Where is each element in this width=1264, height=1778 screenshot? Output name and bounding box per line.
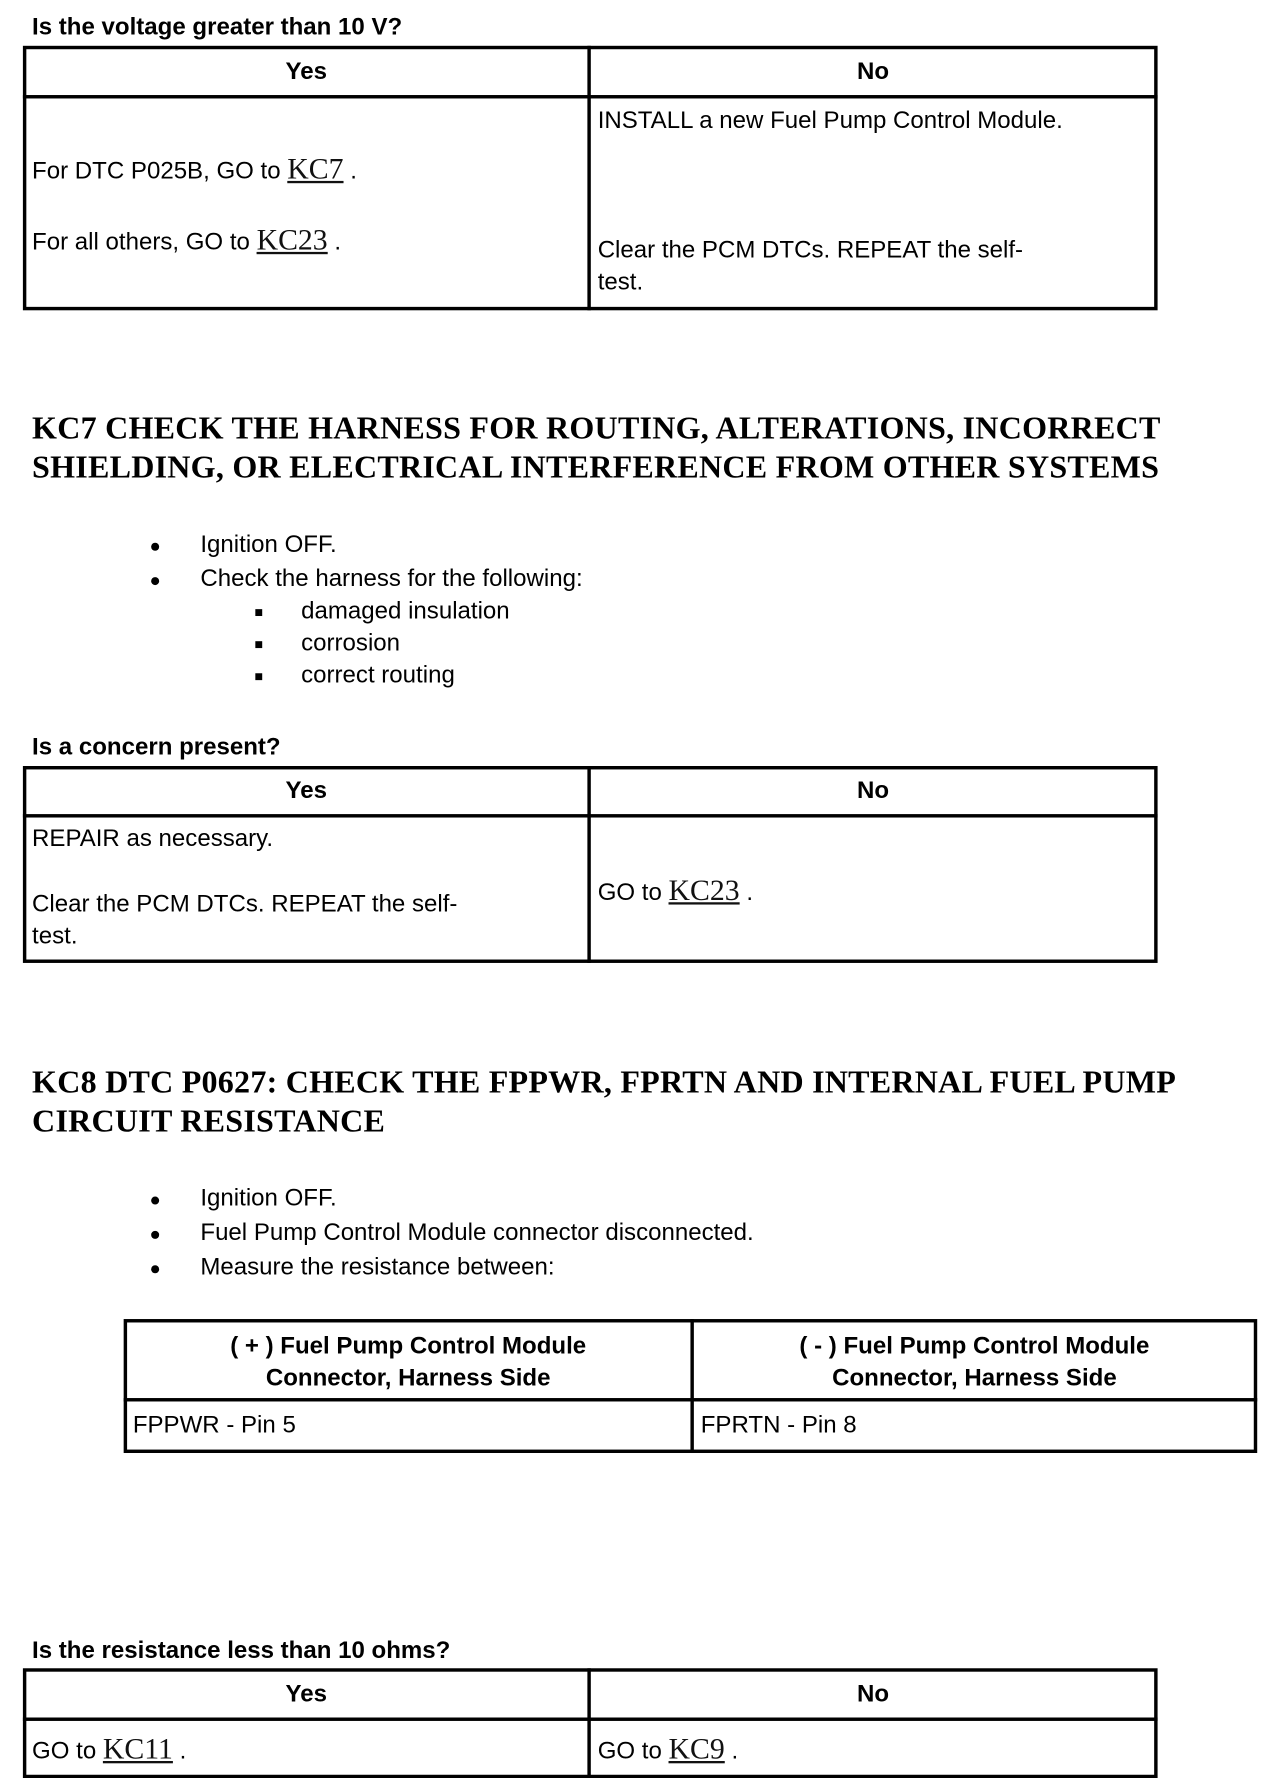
kc7-heading-line2: SHIELDING, OR ELECTRICAL INTERFERENCE FROM OTHER SYSTEMS xyxy=(32,449,1160,486)
kc8-heading-line1: KC8 DTC P0627: CHECK THE FPPWR, FPRTN AND INTERNAL FUEL PUMP xyxy=(32,1064,1177,1101)
yes-clear-dtc-line2: test. xyxy=(32,922,78,950)
yes-clear-dtc-line1: Clear the PCM DTCs. REPEAT the self- xyxy=(32,890,458,918)
negative-pin-cell: FPRTN - Pin 8 xyxy=(700,1411,857,1439)
resistance-question: Is the resistance less than 10 ohms? xyxy=(32,1637,451,1664)
header-no: No xyxy=(857,777,890,804)
text: . xyxy=(343,158,357,185)
link-kc23[interactable]: KC23 xyxy=(668,873,740,907)
kc8-step: Measure the resistance between: xyxy=(200,1253,555,1281)
kc8-heading-line2: CIRCUIT RESISTANCE xyxy=(32,1103,386,1140)
kc7-substep: damaged insulation xyxy=(301,597,510,625)
header-yes: Yes xyxy=(285,1680,328,1708)
bullet-icon xyxy=(151,1231,159,1239)
no-goto-instruction xyxy=(598,874,753,908)
bullet-icon xyxy=(151,1265,159,1273)
header-positive-lead xyxy=(124,1330,693,1394)
yes-p025b-instruction xyxy=(32,152,357,186)
kc7-step: Ignition OFF. xyxy=(200,531,337,558)
header-yes: Yes xyxy=(285,58,328,85)
kc7-substep: corrosion xyxy=(301,629,401,657)
text: . xyxy=(739,879,754,906)
kc7-step: Check the harness for the following: xyxy=(200,565,583,592)
no-clear-dtc-line2: test. xyxy=(597,269,644,296)
bullet-icon xyxy=(151,1197,159,1205)
yes-repair-instruction: REPAIR as necessary. xyxy=(32,825,274,852)
header-negative-lead xyxy=(693,1330,1256,1394)
no-clear-dtc-line1: Clear the PCM DTCs. REPEAT the self- xyxy=(597,237,1024,264)
text: Connector, Harness Side xyxy=(265,1364,551,1392)
square-bullet-icon xyxy=(255,609,262,616)
bullet-icon xyxy=(151,577,159,585)
no-install-instruction: INSTALL a new Fuel Pump Control Module. xyxy=(597,107,1063,134)
text: . xyxy=(724,1738,739,1765)
text: ( - ) Fuel Pump Control Module xyxy=(799,1332,1150,1360)
link-kc11[interactable]: KC11 xyxy=(102,1732,173,1766)
no-goto-instruction xyxy=(598,1732,738,1766)
header-no: No xyxy=(857,58,890,85)
kc8-step: Ignition OFF. xyxy=(200,1185,337,1212)
text: For DTC P025B, GO to xyxy=(32,158,288,185)
text: GO to xyxy=(32,1738,103,1765)
link-kc7[interactable]: KC7 xyxy=(287,152,344,186)
link-kc23[interactable]: KC23 xyxy=(256,223,328,257)
kc7-substep: correct routing xyxy=(301,661,455,689)
kc8-step: Fuel Pump Control Module connector disconnected. xyxy=(200,1219,754,1246)
positive-pin-cell: FPPWR - Pin 5 xyxy=(132,1411,296,1439)
voltage-question: Is the voltage greater than 10 V? xyxy=(32,13,403,41)
text: . xyxy=(172,1738,187,1765)
text: Connector, Harness Side xyxy=(832,1364,1117,1392)
square-bullet-icon xyxy=(255,641,262,648)
text: GO to xyxy=(597,879,669,906)
header-no: No xyxy=(857,1680,890,1708)
text: For all others, GO to xyxy=(32,229,257,256)
square-bullet-icon xyxy=(255,673,262,680)
text: ( + ) Fuel Pump Control Module xyxy=(230,1332,587,1360)
text: . xyxy=(327,229,342,256)
bullet-icon xyxy=(151,543,159,551)
kc7-heading-line1: KC7 CHECK THE HARNESS FOR ROUTING, ALTERATIONS, INCORRECT xyxy=(32,411,1161,447)
link-kc9[interactable]: KC9 xyxy=(668,1732,725,1766)
text: GO to xyxy=(597,1738,669,1765)
yes-others-instruction xyxy=(32,223,341,257)
header-yes: Yes xyxy=(285,777,328,804)
yes-goto-instruction xyxy=(32,1732,186,1766)
concern-question: Is a concern present? xyxy=(32,733,281,761)
